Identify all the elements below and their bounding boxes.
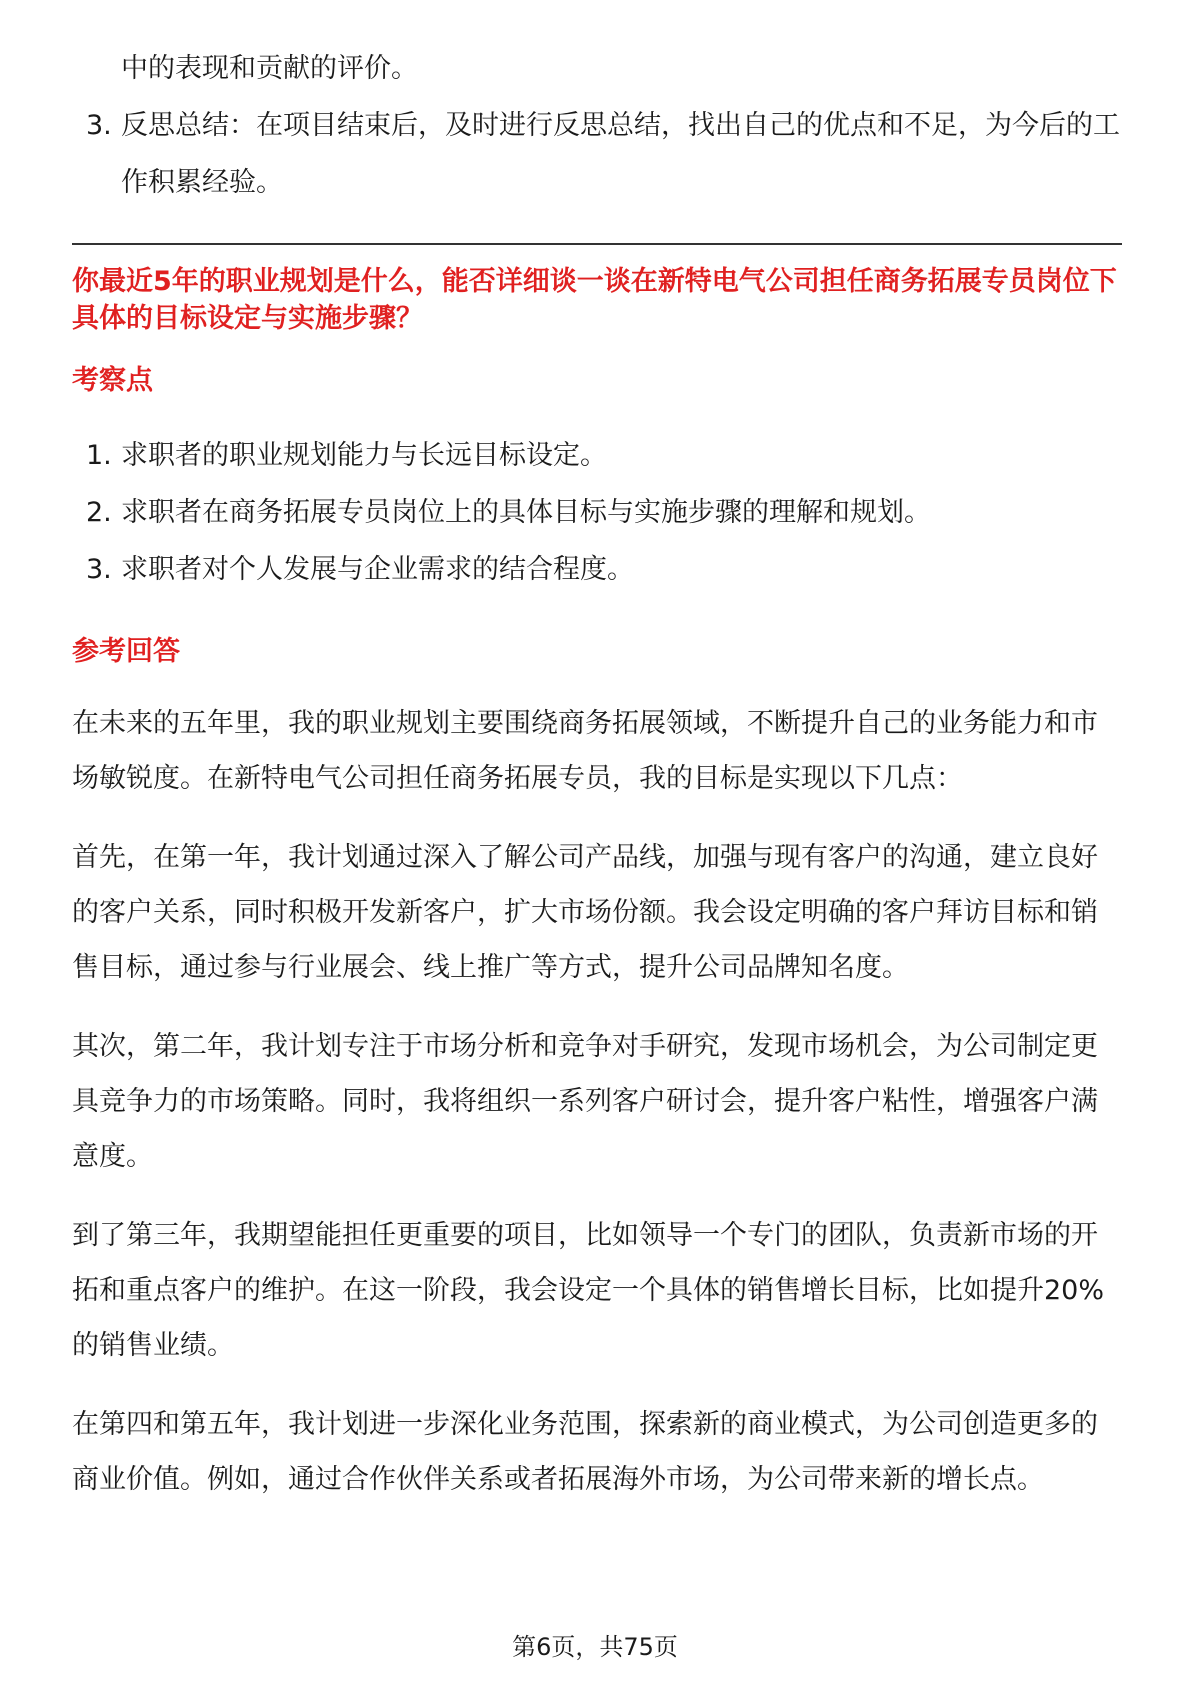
- page-content: [72, 40, 1122, 1507]
- list-number: 3.: [86, 110, 112, 141]
- top-list: [72, 97, 1122, 211]
- question-heading: 你最近5年的职业规划是什么，能否详细谈一谈在新特电气公司担任商务拓展专员岗位下具体的目标设定与实施步骤？: [72, 266, 1117, 334]
- page-number-footer: 第6页，共75页: [512, 1633, 678, 1661]
- answer-paragraph: 首先，在第一年，我计划通过深入了解公司产品线，加强与现有客户的沟通，建立良好的客户关系，同时积极开发新客户，扩大市场份额。我会设定明确的客户拜访目标和销售目标，通过参与行业展会、线上推广等方式，提升公司品牌知名度。: [72, 842, 1098, 983]
- answer-paragraph: 到了第三年，我期望能担任更重要的项目，比如领导一个专门的团队，负责新市场的开拓和重点客户的维护。在这一阶段，我会设定一个具体的销售增长目标，比如提升20%的销售业绩。: [72, 1220, 1105, 1361]
- section-divider: [72, 243, 1122, 245]
- list-item: [72, 97, 1122, 211]
- check-points-list: [72, 427, 1122, 598]
- answer-paragraph: 其次，第二年，我计划专注于市场分析和竞争对手研究，发现市场机会，为公司制定更具竞争力的市场策略。同时，我将组织一系列客户研讨会，提升客户粘性，增强客户满意度。: [72, 1031, 1098, 1172]
- list-number: 2.: [86, 497, 112, 528]
- list-item: [72, 427, 1122, 484]
- answer-paragraph: 在未来的五年里，我的职业规划主要围绕商务拓展领域，不断提升自己的业务能力和市场敏锐度。在新特电气公司担任商务拓展专员，我的目标是实现以下几点：: [72, 708, 1098, 794]
- section-heading-check: 考察点: [72, 365, 153, 396]
- list-item: [72, 484, 1122, 541]
- list-item: [72, 541, 1122, 598]
- list-number: 1.: [86, 440, 112, 471]
- list-text: 求职者的职业规划能力与长远目标设定。: [121, 440, 607, 471]
- answer-paragraph: 在第四和第五年，我计划进一步深化业务范围，探索新的商业模式，为公司创造更多的商业价值。例如，通过合作伙伴关系或者拓展海外市场，为公司带来新的增长点。: [72, 1409, 1098, 1495]
- section-heading-answer: 参考回答: [72, 636, 180, 667]
- list-text: 求职者对个人发展与企业需求的结合程度。: [121, 554, 634, 585]
- list-number: 3.: [86, 554, 112, 585]
- list-text: 求职者在商务拓展专员岗位上的具体目标与实施步骤的理解和规划。: [121, 497, 931, 528]
- list-text: 反思总结：在项目结束后，及时进行反思总结，找出自己的优点和不足，为今后的工作积累经验。: [121, 110, 1120, 198]
- list-continuation: 中的表现和贡献的评价。: [121, 53, 418, 84]
